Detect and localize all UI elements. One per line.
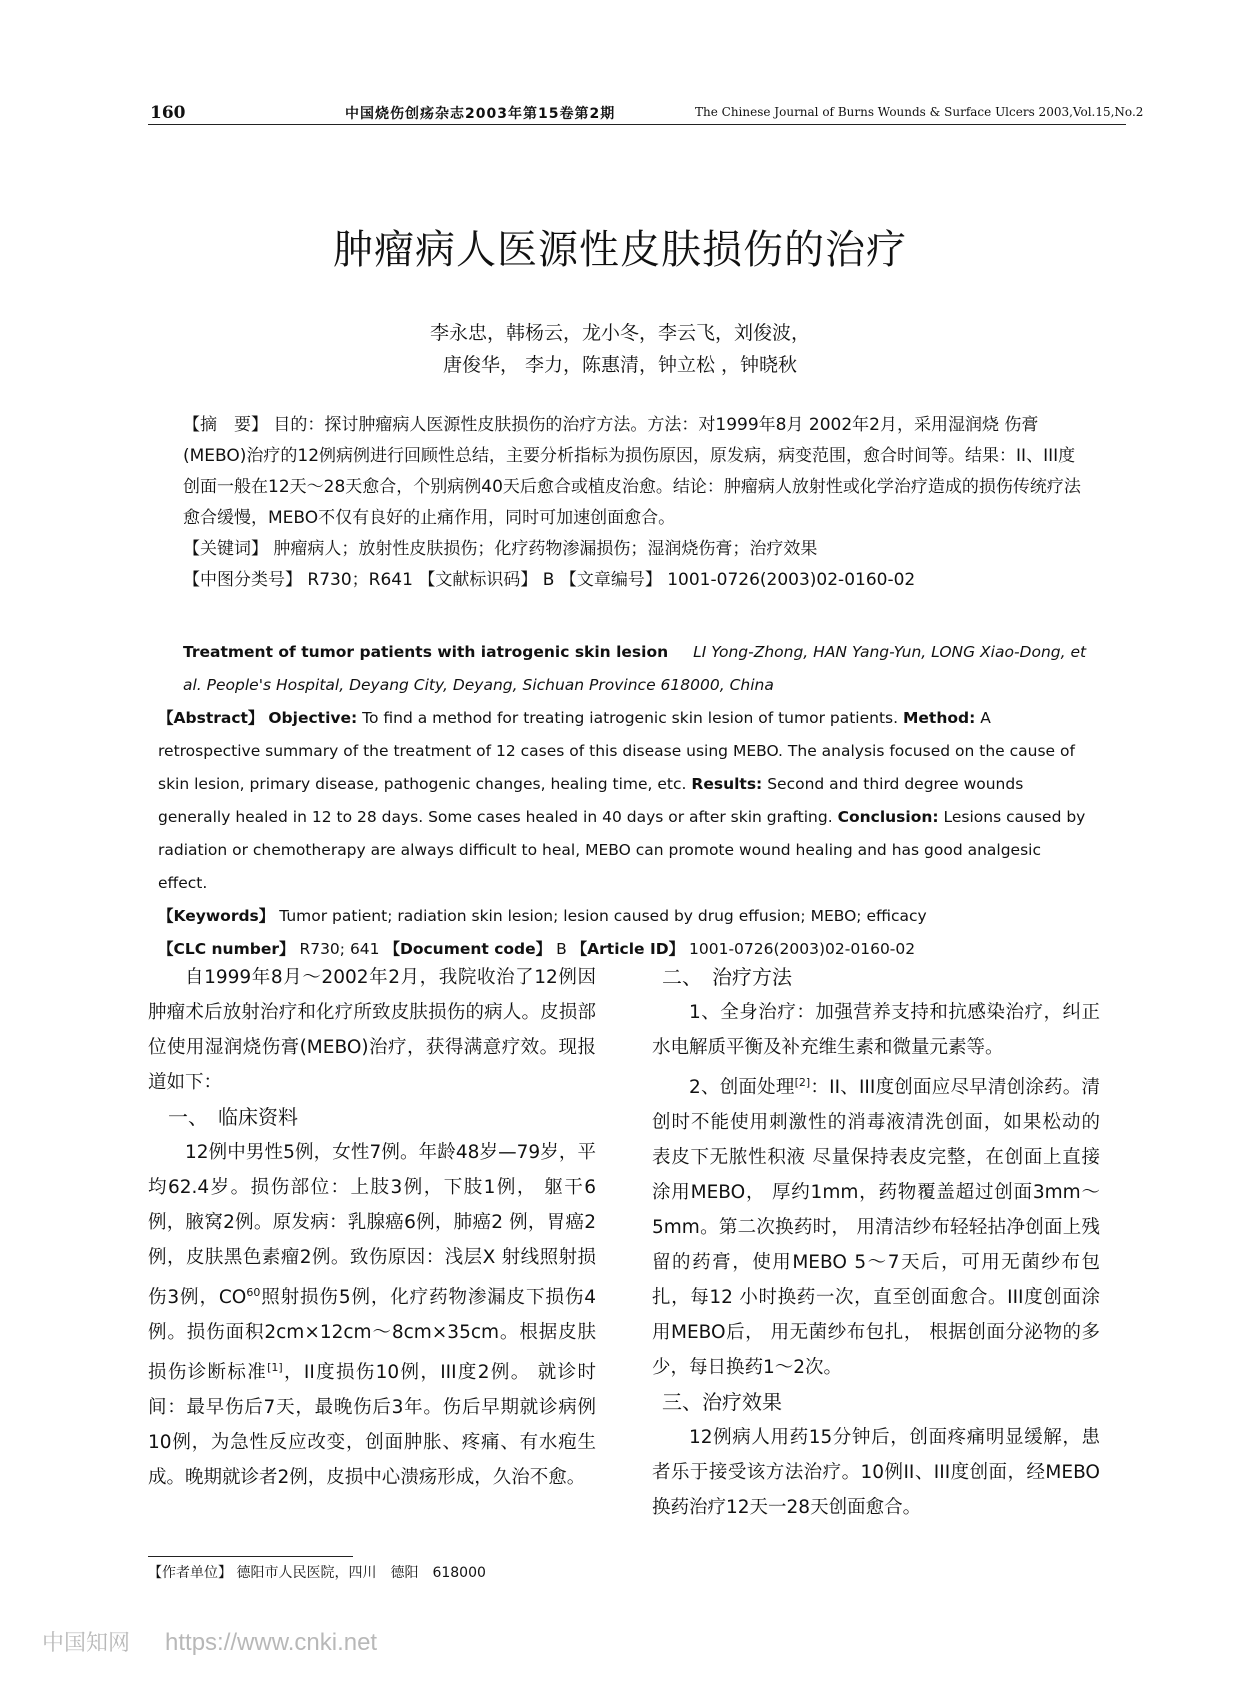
doc-code-cn-label: 【文献标识码】 (418, 570, 538, 590)
abstract-en (148, 636, 1088, 966)
treatment-systemic: 1、全身治疗：加强营养支持和抗感染治疗，纠正水电解质平衡及补充维生素和微量元素等。 (652, 1002, 1100, 1058)
clc-cn-label: 【中图分类号】 (183, 570, 302, 590)
co-superscript: 60 (246, 1286, 261, 1299)
article-id-en-label: 【Article ID】 (571, 940, 685, 958)
journal-title-cn: 中国烧伤创疡杂志2003年第15卷第2期 (345, 106, 616, 122)
objective-text: To find a method for treating iatrogenic skin lesion of tumor patients. (362, 709, 899, 727)
footnote-label: 【作者单位】 (148, 1565, 232, 1581)
journal-title-en: The Chinese Journal of Burns Wounds & Surface Ulcers 2003,Vol.15,No.2 (695, 105, 1144, 119)
cnki-watermark (42, 1626, 377, 1657)
doc-code-en-label: 【Document code】 (384, 940, 552, 958)
section-heading-clinical-data: 一、 临床资料 (168, 1105, 298, 1129)
footnote-rule (148, 1556, 353, 1557)
wound-text-b: ：II、III度创面应尽早清创涂药。清创时不能使用刺激性的消毒液清洗创面，如果松动的 表皮下无脓性积液 尽量保持表皮完整，在创面上直接涂用MEBO， 厚约1mm，药物覆盖超过创面3mm～5mm。第二次换药时， 用清洁纱布轻轻拈净创面上残留的药膏，使用MEBO 5～7天后，可用无菌纱布包扎，每12 小时换药一次，直至创面愈合。III度创面涂用MEBO后， 用无菌纱布包扎， 根据创面分泌物的多少，每日换药1～2次。 (652, 1077, 1100, 1379)
results-label: Results: (691, 775, 763, 793)
page-number: 160 (150, 103, 186, 123)
doc-code-cn: B (542, 570, 555, 590)
english-authors-affil: LI Yong-Zhong, HAN Yang-Yun, LONG Xiao-Dong, et al. People's Hospital, Deyang City, Deyang, Sichuan Province 618000, China (183, 643, 1087, 694)
objective-label: Objective: (268, 709, 358, 727)
abstract-cn-label: 【摘 要】 (183, 415, 268, 435)
abstract-en-label: 【Abstract】 (158, 709, 264, 727)
authors-line-2: 唐俊华， 李力，陈惠清，钟立松 ，钟晓秋 (442, 354, 798, 376)
wound-text-a: 2、创面处理 (689, 1077, 795, 1099)
keywords-en: Tumor patient; radiation skin lesion; lesion caused by drug effusion; MEBO; efficacy (279, 907, 927, 925)
footnote (148, 1562, 486, 1582)
clinical-text-c: ，II度损伤10例，III度2例。 就诊时间：最早伤后7天，最晚伤后3年。伤后早期就诊病例10例，为急性反应改变，创面肿胀、疼痛、有水疱生成。晚期就诊者2例，皮损中心溃疡形成，久治不愈。 (148, 1362, 596, 1489)
conclusion-label: Conclusion: (837, 808, 939, 826)
keywords-cn-label: 【关键词】 (183, 539, 268, 559)
doc-code-en: B (556, 940, 567, 958)
abstract-cn-text: 目的：探讨肿瘤病人医源性皮肤损伤的治疗方法。方法：对1999年8月 2002年2月，采用湿润烧 伤膏(MEBO)治疗的12例病例进行回顾性总结，主要分析指标为损伤原因，原发病，病变范围，愈合时间等。结果：II、III度创面一般在12天～28天愈合，个别病例40天后愈合或植皮治愈。结论：肿瘤病人放射性或化学治疗造成的损伤传统疗法愈合缓慢，MEBO不仅有良好的止痛作用，同时可加速创面愈合。 (183, 415, 1081, 528)
clinical-text-a: 12例中男性5例，女性7例。年龄48岁—79岁，平均62.4岁。损伤部位：上肢3例，下肢1例， 躯干6例，腋窝2例。原发病：乳腺癌6例，肺癌2 例，胃癌2例，皮肤黑色素瘤2例。致伤原因：浅层X 射线照射损伤3例，CO (148, 1142, 596, 1309)
keywords-en-label: 【Keywords】 (158, 907, 275, 925)
authors-line-1: 李永忠，韩杨云，龙小冬，李云飞，刘俊波， (429, 322, 810, 344)
english-title: Treatment of tumor patients with iatrogenic skin lesion (183, 643, 669, 661)
intro-paragraph: 自1999年8月～2002年2月，我院收治了12例因肿瘤术后放射治疗和化疗所致皮肤损伤的病人。皮损部位使用湿润烧伤膏(MEBO)治疗，获得满意疗效。现报道如下： (148, 967, 596, 1093)
clinical-text-b: 照射损伤5例，化疗药物渗漏皮下损伤4例。损伤面积2cm×12cm～8cm×35cm。根据皮肤损伤诊断标准 (148, 1287, 597, 1384)
article-id-cn: 1001-0726(2003)02-0160-02 (667, 570, 916, 590)
clinical-data-paragraph (148, 1135, 596, 1495)
body-column-left (148, 960, 596, 1495)
results-paragraph: 12例病人用药15分钟后，创面疼痛明显缓解，患者乐于接受该方法治疗。10例II、III度创面，经MEBO 换药治疗12天一28天创面愈合。 (652, 1427, 1100, 1519)
article-id-en: 1001-0726(2003)02-0160-02 (689, 940, 916, 958)
footnote-text: 德阳市人民医院，四川 德阳 618000 (236, 1565, 486, 1581)
clc-en-label: 【CLC number】 (158, 940, 295, 958)
clc-en: R730; 641 (299, 940, 380, 958)
keywords-cn: 肿瘤病人；放射性皮肤损伤；化疗药物渗漏损伤；湿润烧伤膏；治疗效果 (273, 539, 818, 559)
method-label: Method: (902, 709, 976, 727)
treatment-wound (652, 1065, 1100, 1385)
cnki-url[interactable]: https://www.cnki.net (165, 1629, 378, 1656)
article-id-cn-label: 【文章编号】 (559, 570, 662, 590)
abstract-cn (183, 410, 1088, 596)
clc-cn: R730；R641 (307, 570, 413, 590)
conclusion-text: Lesions caused by radiation or chemotherapy are always difficult to heal, MEBO can promote wound healing and has good analgesic effect. (158, 808, 1086, 892)
header-rule (148, 124, 1126, 125)
body-column-right (652, 960, 1100, 1525)
article-title: 肿瘤病人医源性皮肤损伤的治疗 (333, 227, 907, 273)
section-heading-treatment: 二、 治疗方法 (662, 965, 792, 989)
section-heading-results: 三、治疗效果 (662, 1390, 782, 1415)
reference-1: [1] (267, 1361, 283, 1375)
cnki-brand: 中国知网 (42, 1631, 131, 1656)
reference-2: [2] (794, 1076, 811, 1089)
method-text: A retrospective summary of the treatment of 12 cases of this disease using MEBO. The analysis focused on the cause of skin lesion, primary disease, pathogenic changes, healing time, etc. (158, 709, 1075, 793)
results-text: Second and third degree wounds generally healed in 12 to 28 days. Some cases healed in 40 days or after skin grafting. (158, 775, 1024, 826)
